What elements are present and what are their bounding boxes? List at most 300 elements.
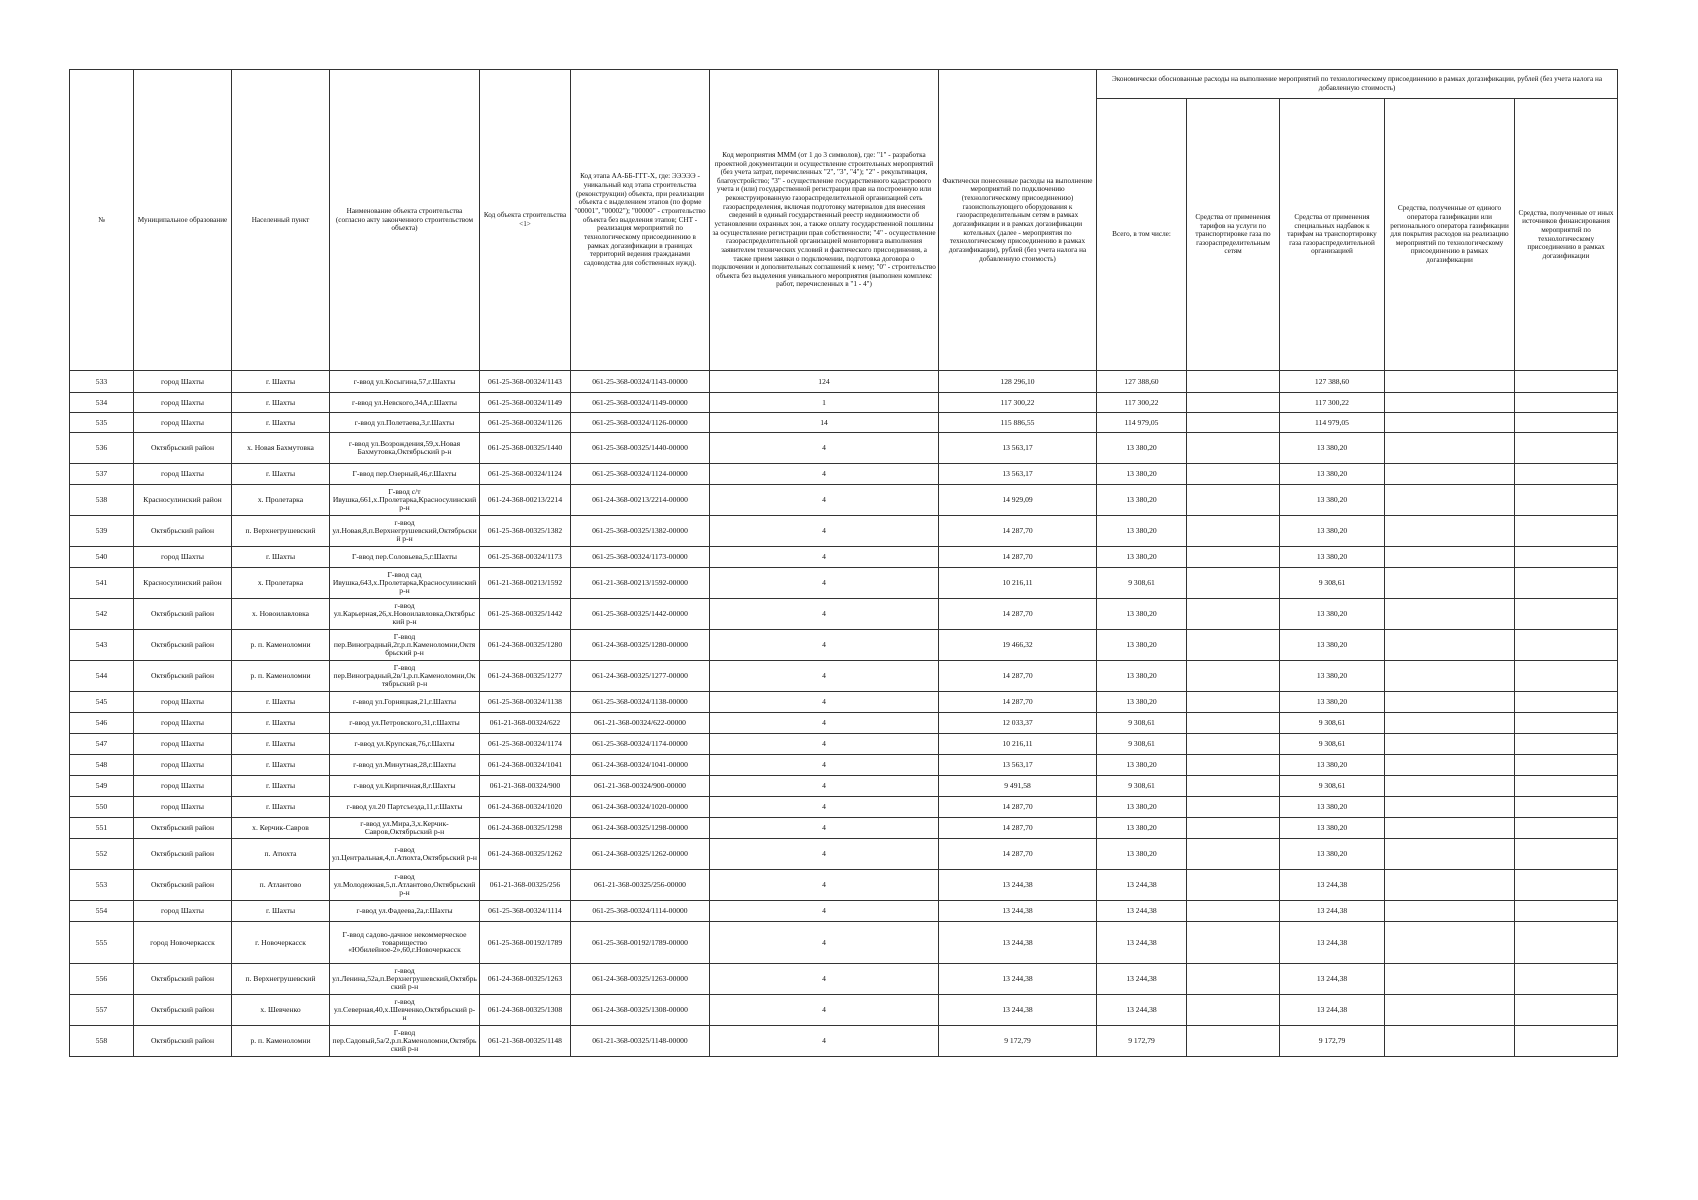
cell-object-name: г-ввод ул.Минутная,28,г.Шахты	[330, 755, 480, 776]
cell-event-code: 4	[710, 734, 939, 755]
cell-number: 556	[70, 964, 134, 995]
cell-operator-funds	[1385, 547, 1515, 568]
cell-locality: г. Шахты	[232, 776, 330, 797]
cell-other-funds	[1515, 776, 1618, 797]
table-row	[70, 393, 1618, 413]
cell-actual-costs: 10 216,11	[939, 734, 1097, 755]
cell-surcharges: 13 380,20	[1280, 755, 1385, 776]
cell-tariffs	[1187, 599, 1280, 630]
cell-total: 13 380,20	[1097, 516, 1187, 547]
cell-object-code: 061-25-368-00325/1440	[480, 433, 571, 464]
table-row	[70, 870, 1618, 901]
cell-object-code: 061-24-368-00325/1298	[480, 818, 571, 839]
cell-surcharges: 127 388,60	[1280, 371, 1385, 393]
cell-total: 13 244,38	[1097, 901, 1187, 922]
cell-object-code: 061-24-368-00213/2214	[480, 485, 571, 516]
header-stage-code: Код этапа АА-ББ-ГГГ-Х, где: ЭЭЭЭЭ - уникальный код этапа строительства (реконструкции) объекта, при реализации объекта с выделением этапов (по форме "00001", "00002"); "00000" - строительство объекта без выделения этапов; СНТ - реализация мероприятий по технологическому присоединению в рамках догазификации в границах территорий ведения гражданами садоводства для собственных нужд).	[571, 70, 710, 371]
cell-stage-code: 061-24-368-00325/1298-00000	[571, 818, 710, 839]
cell-operator-funds	[1385, 734, 1515, 755]
cell-tariffs	[1187, 964, 1280, 995]
table-row	[70, 630, 1618, 661]
cell-stage-code: 061-25-368-00324/1138-00000	[571, 692, 710, 713]
cell-total: 13 380,20	[1097, 692, 1187, 713]
cell-locality: х. Керчик-Савров	[232, 818, 330, 839]
cell-other-funds	[1515, 371, 1618, 393]
cell-tariffs	[1187, 371, 1280, 393]
cell-actual-costs: 14 287,70	[939, 818, 1097, 839]
header-locality: Населенный пункт	[232, 70, 330, 371]
cell-object-name: г-ввод ул.Фадеева,2а,г.Шахты	[330, 901, 480, 922]
cell-object-code: 061-25-368-00324/1174	[480, 734, 571, 755]
cell-event-code: 4	[710, 839, 939, 870]
cell-number: 534	[70, 393, 134, 413]
cell-other-funds	[1515, 485, 1618, 516]
cell-operator-funds	[1385, 568, 1515, 599]
cell-total: 13 380,20	[1097, 599, 1187, 630]
cell-object-name: Г-ввод сад Ивушка,643,х.Пролетарка,Красносулинский р-н	[330, 568, 480, 599]
cell-surcharges: 9 308,61	[1280, 713, 1385, 734]
cell-operator-funds	[1385, 964, 1515, 995]
cell-actual-costs: 14 287,70	[939, 797, 1097, 818]
table-row	[70, 433, 1618, 464]
cell-event-code: 4	[710, 630, 939, 661]
cell-locality: г. Новочеркасск	[232, 922, 330, 964]
cell-object-code: 061-25-368-00324/1138	[480, 692, 571, 713]
cell-surcharges: 13 244,38	[1280, 870, 1385, 901]
cell-stage-code: 061-25-368-00324/1126-00000	[571, 413, 710, 433]
cell-actual-costs: 13 244,38	[939, 870, 1097, 901]
cell-event-code: 4	[710, 818, 939, 839]
cell-municipality: Октябрьский район	[134, 818, 232, 839]
table-row	[70, 995, 1618, 1026]
header-other-funds: Средства, полученные от иных источников финансирования мероприятий по технологическому присоединению в рамках догазификации	[1515, 99, 1618, 371]
cell-number: 546	[70, 713, 134, 734]
cell-municipality: Октябрьский район	[134, 661, 232, 692]
cell-other-funds	[1515, 547, 1618, 568]
cell-surcharges: 13 244,38	[1280, 901, 1385, 922]
cell-surcharges: 13 380,20	[1280, 839, 1385, 870]
cell-number: 557	[70, 995, 134, 1026]
header-object-code: Код объекта строительства <1>	[480, 70, 571, 371]
cell-operator-funds	[1385, 839, 1515, 870]
cell-municipality: город Шахты	[134, 734, 232, 755]
cell-event-code: 4	[710, 995, 939, 1026]
cell-municipality: город Шахты	[134, 776, 232, 797]
cell-surcharges: 13 380,20	[1280, 433, 1385, 464]
cell-stage-code: 061-21-368-00324/900-00000	[571, 776, 710, 797]
cell-locality: г. Шахты	[232, 797, 330, 818]
cell-municipality: город Шахты	[134, 393, 232, 413]
cell-object-name: г-ввод ул.Крупская,76,г.Шахты	[330, 734, 480, 755]
cell-object-code: 061-24-368-00325/1277	[480, 661, 571, 692]
cell-number: 540	[70, 547, 134, 568]
cell-event-code: 4	[710, 797, 939, 818]
cell-surcharges: 13 244,38	[1280, 995, 1385, 1026]
cell-number: 539	[70, 516, 134, 547]
cell-event-code: 4	[710, 485, 939, 516]
cell-number: 536	[70, 433, 134, 464]
cell-total: 13 380,20	[1097, 547, 1187, 568]
table-row	[70, 547, 1618, 568]
document-sheet	[69, 69, 1617, 1057]
cell-stage-code: 061-25-368-00324/1114-00000	[571, 901, 710, 922]
cell-locality: г. Шахты	[232, 901, 330, 922]
cell-total: 13 380,20	[1097, 839, 1187, 870]
cell-municipality: город Шахты	[134, 797, 232, 818]
table-row	[70, 661, 1618, 692]
cell-object-code: 061-21-368-00325/1148	[480, 1026, 571, 1057]
cell-event-code: 4	[710, 776, 939, 797]
cell-actual-costs: 14 287,70	[939, 839, 1097, 870]
cell-number: 545	[70, 692, 134, 713]
table-row	[70, 485, 1618, 516]
cell-surcharges: 114 979,05	[1280, 413, 1385, 433]
cell-event-code: 4	[710, 901, 939, 922]
cell-number: 553	[70, 870, 134, 901]
cell-locality: г. Шахты	[232, 464, 330, 485]
cell-stage-code: 061-25-368-00325/1382-00000	[571, 516, 710, 547]
cell-operator-funds	[1385, 818, 1515, 839]
cell-number: 554	[70, 901, 134, 922]
cell-total: 127 388,60	[1097, 371, 1187, 393]
cell-total: 9 172,79	[1097, 1026, 1187, 1057]
cell-municipality: Октябрьский район	[134, 516, 232, 547]
cell-surcharges: 13 380,20	[1280, 661, 1385, 692]
cell-locality: х. Пролетарка	[232, 485, 330, 516]
cell-actual-costs: 10 216,11	[939, 568, 1097, 599]
cell-object-code: 061-21-368-00324/622	[480, 713, 571, 734]
cell-municipality: город Новочеркасск	[134, 922, 232, 964]
cell-actual-costs: 12 033,37	[939, 713, 1097, 734]
cell-event-code: 1	[710, 393, 939, 413]
cell-total: 13 244,38	[1097, 995, 1187, 1026]
table-row	[70, 734, 1618, 755]
cell-other-funds	[1515, 599, 1618, 630]
cell-number: 541	[70, 568, 134, 599]
cell-event-code: 4	[710, 870, 939, 901]
cell-other-funds	[1515, 839, 1618, 870]
cell-event-code: 4	[710, 692, 939, 713]
cell-number: 543	[70, 630, 134, 661]
cell-number: 533	[70, 371, 134, 393]
cell-event-code: 4	[710, 922, 939, 964]
cell-stage-code: 061-24-368-00325/1262-00000	[571, 839, 710, 870]
table-row	[70, 797, 1618, 818]
cell-actual-costs: 13 244,38	[939, 964, 1097, 995]
header-actual-costs: Фактически понесенные расходы на выполнение мероприятий по подключению (технологическому присоединению) газоиспользующего оборудования к газораспределительным сетям в рамках догазификации и в рамках догазификации котельных (далее - мероприятия по технологическому присоединению в рамках догазификации), рублей (без учета налога на добавленную стоимость)	[939, 70, 1097, 371]
cell-operator-funds	[1385, 776, 1515, 797]
cell-stage-code: 061-25-368-00324/1173-00000	[571, 547, 710, 568]
cell-operator-funds	[1385, 599, 1515, 630]
cell-number: 544	[70, 661, 134, 692]
cell-object-name: Г-ввод пер.Садовый,5а/2,р.п.Каменоломни,Октябрьский р-н	[330, 1026, 480, 1057]
cell-stage-code: 061-21-368-00213/1592-00000	[571, 568, 710, 599]
cell-number: 535	[70, 413, 134, 433]
cell-operator-funds	[1385, 713, 1515, 734]
cell-other-funds	[1515, 870, 1618, 901]
header-no: №	[70, 70, 134, 371]
cell-other-funds	[1515, 516, 1618, 547]
cell-object-code: 061-25-368-00324/1126	[480, 413, 571, 433]
cell-total: 9 308,61	[1097, 776, 1187, 797]
cell-operator-funds	[1385, 870, 1515, 901]
cell-object-code: 061-24-368-00325/1262	[480, 839, 571, 870]
cell-number: 537	[70, 464, 134, 485]
cell-object-code: 061-25-368-00324/1143	[480, 371, 571, 393]
table-row	[70, 1026, 1618, 1057]
cell-object-code: 061-25-368-00325/1442	[480, 599, 571, 630]
cell-stage-code: 061-21-368-00325/256-00000	[571, 870, 710, 901]
cell-municipality: Октябрьский район	[134, 599, 232, 630]
cell-other-funds	[1515, 964, 1618, 995]
cell-other-funds	[1515, 901, 1618, 922]
cell-other-funds	[1515, 568, 1618, 599]
cell-operator-funds	[1385, 464, 1515, 485]
cell-municipality: город Шахты	[134, 547, 232, 568]
cell-operator-funds	[1385, 371, 1515, 393]
cell-other-funds	[1515, 433, 1618, 464]
cell-object-code: 061-25-368-00324/1149	[480, 393, 571, 413]
cell-locality: х. Новоилавловка	[232, 599, 330, 630]
cell-tariffs	[1187, 755, 1280, 776]
cell-municipality: Октябрьский район	[134, 995, 232, 1026]
table-row	[70, 755, 1618, 776]
cell-locality: п. Атюхта	[232, 839, 330, 870]
cell-locality: г. Шахты	[232, 371, 330, 393]
cell-number: 558	[70, 1026, 134, 1057]
cell-operator-funds	[1385, 393, 1515, 413]
cell-actual-costs: 14 287,70	[939, 547, 1097, 568]
cell-actual-costs: 117 300,22	[939, 393, 1097, 413]
cell-object-code: 061-24-368-00324/1041	[480, 755, 571, 776]
cell-stage-code: 061-25-368-00325/1440-00000	[571, 433, 710, 464]
cell-tariffs	[1187, 464, 1280, 485]
cell-event-code: 4	[710, 547, 939, 568]
table-row	[70, 692, 1618, 713]
cell-surcharges: 13 244,38	[1280, 922, 1385, 964]
cell-other-funds	[1515, 755, 1618, 776]
cell-actual-costs: 14 287,70	[939, 692, 1097, 713]
cell-number: 550	[70, 797, 134, 818]
cell-stage-code: 061-24-368-00325/1277-00000	[571, 661, 710, 692]
cell-total: 13 244,38	[1097, 964, 1187, 995]
cell-object-name: г-ввод ул.Карьерная,26,х.Новоилавловка,Октябрьский р-н	[330, 599, 480, 630]
cell-object-name: г-ввод ул.Ленина,52а,п.Верхнегрушевский,Октябрьский р-н	[330, 964, 480, 995]
cell-surcharges: 13 244,38	[1280, 964, 1385, 995]
cell-event-code: 124	[710, 371, 939, 393]
cell-tariffs	[1187, 995, 1280, 1026]
cell-object-name: г-ввод ул.Северная,40,х.Шевченко,Октябрьский р-н	[330, 995, 480, 1026]
cell-tariffs	[1187, 776, 1280, 797]
cell-other-funds	[1515, 818, 1618, 839]
cell-operator-funds	[1385, 995, 1515, 1026]
cell-event-code: 4	[710, 599, 939, 630]
cell-municipality: Октябрьский район	[134, 964, 232, 995]
cell-number: 547	[70, 734, 134, 755]
cell-operator-funds	[1385, 485, 1515, 516]
cell-municipality: город Шахты	[134, 464, 232, 485]
cell-locality: г. Шахты	[232, 734, 330, 755]
cell-tariffs	[1187, 568, 1280, 599]
cell-municipality: Октябрьский район	[134, 839, 232, 870]
cell-locality: п. Атлантово	[232, 870, 330, 901]
table-row	[70, 371, 1618, 393]
cell-municipality: город Шахты	[134, 713, 232, 734]
cell-surcharges: 9 308,61	[1280, 568, 1385, 599]
cell-stage-code: 061-21-368-00324/622-00000	[571, 713, 710, 734]
cell-other-funds	[1515, 630, 1618, 661]
cell-stage-code: 061-24-368-00213/2214-00000	[571, 485, 710, 516]
cell-tariffs	[1187, 433, 1280, 464]
cell-object-name: Г-ввод пер.Виноградный,2в/1,р.п.Каменоломни,Октябрьский р-н	[330, 661, 480, 692]
cell-tariffs	[1187, 516, 1280, 547]
cell-other-funds	[1515, 734, 1618, 755]
cell-locality: р. п. Каменоломни	[232, 661, 330, 692]
table-row	[70, 964, 1618, 995]
cell-actual-costs: 13 563,17	[939, 755, 1097, 776]
cell-operator-funds	[1385, 922, 1515, 964]
cell-stage-code: 061-25-368-00324/1143-00000	[571, 371, 710, 393]
cell-municipality: Красносулинский район	[134, 568, 232, 599]
cell-surcharges: 13 380,20	[1280, 485, 1385, 516]
cell-stage-code: 061-24-368-00325/1308-00000	[571, 995, 710, 1026]
table-row	[70, 839, 1618, 870]
cell-municipality: Октябрьский район	[134, 1026, 232, 1057]
cell-operator-funds	[1385, 755, 1515, 776]
header-surcharges: Средства от применения специальных надбавок к тарифам на транспортировку газа газораспределительной организацией	[1280, 99, 1385, 371]
cell-tariffs	[1187, 1026, 1280, 1057]
cell-object-name: г-ввод ул.Полетаева,3,г.Шахты	[330, 413, 480, 433]
cell-tariffs	[1187, 661, 1280, 692]
cell-object-code: 061-24-368-00325/1263	[480, 964, 571, 995]
cell-stage-code: 061-24-368-00325/1280-00000	[571, 630, 710, 661]
table-header	[70, 70, 1618, 371]
cell-event-code: 4	[710, 964, 939, 995]
cell-object-code: 061-21-368-00213/1592	[480, 568, 571, 599]
table-row	[70, 818, 1618, 839]
cell-actual-costs: 9 172,79	[939, 1026, 1097, 1057]
cell-locality: п. Верхнегрушевский	[232, 516, 330, 547]
cell-municipality: Октябрьский район	[134, 870, 232, 901]
cell-stage-code: 061-21-368-00325/1148-00000	[571, 1026, 710, 1057]
cell-total: 13 380,20	[1097, 661, 1187, 692]
cell-object-name: Г-ввод пер.Соловьева,5,г.Шахты	[330, 547, 480, 568]
cell-total: 13 380,20	[1097, 818, 1187, 839]
cell-object-code: 061-21-368-00325/256	[480, 870, 571, 901]
cell-event-code: 4	[710, 1026, 939, 1057]
cell-surcharges: 9 308,61	[1280, 776, 1385, 797]
cell-actual-costs: 14 287,70	[939, 661, 1097, 692]
cell-event-code: 14	[710, 413, 939, 433]
cell-locality: х. Новая Бахмутовка	[232, 433, 330, 464]
header-operator-funds: Средства, полученные от единого оператора газификации или регионального оператора газификации для покрытия расходов на реализацию мероприятий по технологическому присоединению в рамках догазификации	[1385, 99, 1515, 371]
cell-surcharges: 13 380,20	[1280, 630, 1385, 661]
header-event-code: Код мероприятия МММ (от 1 до 3 символов), где: "1" - разработка проектной документации и осуществление строительных мероприятий (без учета затрат, перечисленных "2", "3", "4"); "2" - рекультивация, благоустройство; "3" - осуществление государственного кадастрового учета и (или) государственной регистрации прав на построенную или реконструированную газораспределительной организацией сеть газораспределения, включая подготовку материалов для внесения сведений в единый государственный реестр недвижимости об установлении охранных зон, а также оплату государственной пошлины за осуществление регистрации прав собственности; "4" - осуществление газораспределительной организацией мониторинга выполнения заявителем технических условий и фактического присоединения, а также прием заявки о подключении, подготовка договора о подключении и дополнительных соглашений к нему; "0" - строительство объекта без выделения уникального мероприятия (выполнен комплекс работ, перечисленных в "1 - 4")	[710, 70, 939, 371]
cell-tariffs	[1187, 630, 1280, 661]
table-row	[70, 922, 1618, 964]
cell-total: 13 380,20	[1097, 464, 1187, 485]
cell-municipality: город Шахты	[134, 413, 232, 433]
cell-other-funds	[1515, 413, 1618, 433]
cell-municipality: Октябрьский район	[134, 630, 232, 661]
cell-object-name: г-ввод ул.Новая,8,п.Верхнегрушевский,Октябрьский р-н	[330, 516, 480, 547]
cell-surcharges: 13 380,20	[1280, 464, 1385, 485]
cell-tariffs	[1187, 901, 1280, 922]
cell-operator-funds	[1385, 1026, 1515, 1057]
cell-total: 13 380,20	[1097, 433, 1187, 464]
cell-operator-funds	[1385, 516, 1515, 547]
cell-actual-costs: 115 886,55	[939, 413, 1097, 433]
cell-locality: р. п. Каменоломни	[232, 1026, 330, 1057]
cell-stage-code: 061-24-368-00325/1263-00000	[571, 964, 710, 995]
cell-operator-funds	[1385, 661, 1515, 692]
cell-tariffs	[1187, 713, 1280, 734]
cell-municipality: город Шахты	[134, 692, 232, 713]
cell-total: 114 979,05	[1097, 413, 1187, 433]
cell-stage-code: 061-25-368-00324/1149-00000	[571, 393, 710, 413]
cell-object-name: г-ввод ул.Возрождения,59,х.Новая Бахмутовка,Октябрьский р-н	[330, 433, 480, 464]
cell-total: 117 300,22	[1097, 393, 1187, 413]
header-object-name: Наименование объекта строительства (согласно акту законченного строительством объекта)	[330, 70, 480, 371]
cell-object-name: г-ввод ул.20 Партсъезда,11,г.Шахты	[330, 797, 480, 818]
table-row	[70, 413, 1618, 433]
cell-total: 9 308,61	[1097, 734, 1187, 755]
cell-locality: п. Верхнегрушевский	[232, 964, 330, 995]
cell-operator-funds	[1385, 797, 1515, 818]
cell-actual-costs: 13 563,17	[939, 433, 1097, 464]
cell-stage-code: 061-25-368-00192/1789-00000	[571, 922, 710, 964]
cell-total: 9 308,61	[1097, 713, 1187, 734]
cell-surcharges: 13 380,20	[1280, 599, 1385, 630]
cell-operator-funds	[1385, 692, 1515, 713]
cell-other-funds	[1515, 995, 1618, 1026]
cell-object-code: 061-25-368-00324/1173	[480, 547, 571, 568]
cell-tariffs	[1187, 922, 1280, 964]
cell-object-code: 061-24-368-00325/1280	[480, 630, 571, 661]
cell-object-name: г-ввод ул.Кирпичная,8,г.Шахты	[330, 776, 480, 797]
cell-total: 13 380,20	[1097, 755, 1187, 776]
cell-actual-costs: 13 244,38	[939, 922, 1097, 964]
cell-number: 555	[70, 922, 134, 964]
header-municipality: Муниципальное образование	[134, 70, 232, 371]
cell-actual-costs: 13 244,38	[939, 901, 1097, 922]
cell-tariffs	[1187, 797, 1280, 818]
cell-tariffs	[1187, 485, 1280, 516]
cell-total: 13 244,38	[1097, 922, 1187, 964]
cell-total: 13 244,38	[1097, 870, 1187, 901]
cell-tariffs	[1187, 547, 1280, 568]
cell-actual-costs: 14 287,70	[939, 516, 1097, 547]
cell-total: 13 380,20	[1097, 630, 1187, 661]
cell-event-code: 4	[710, 661, 939, 692]
cell-stage-code: 061-24-368-00324/1020-00000	[571, 797, 710, 818]
cell-operator-funds	[1385, 901, 1515, 922]
cell-event-code: 4	[710, 568, 939, 599]
cell-object-name: г-ввод ул.Центральная,4,п.Атюхта,Октябрьский р-н	[330, 839, 480, 870]
cell-locality: г. Шахты	[232, 713, 330, 734]
cell-number: 538	[70, 485, 134, 516]
cell-surcharges: 13 380,20	[1280, 547, 1385, 568]
cell-total: 13 380,20	[1097, 485, 1187, 516]
cell-municipality: город Шахты	[134, 901, 232, 922]
cell-object-code: 061-25-368-00324/1114	[480, 901, 571, 922]
cell-municipality: город Шахты	[134, 371, 232, 393]
cell-actual-costs: 13 563,17	[939, 464, 1097, 485]
cell-other-funds	[1515, 1026, 1618, 1057]
cell-actual-costs: 14 287,70	[939, 599, 1097, 630]
cell-locality: г. Шахты	[232, 547, 330, 568]
cell-locality: г. Шахты	[232, 755, 330, 776]
